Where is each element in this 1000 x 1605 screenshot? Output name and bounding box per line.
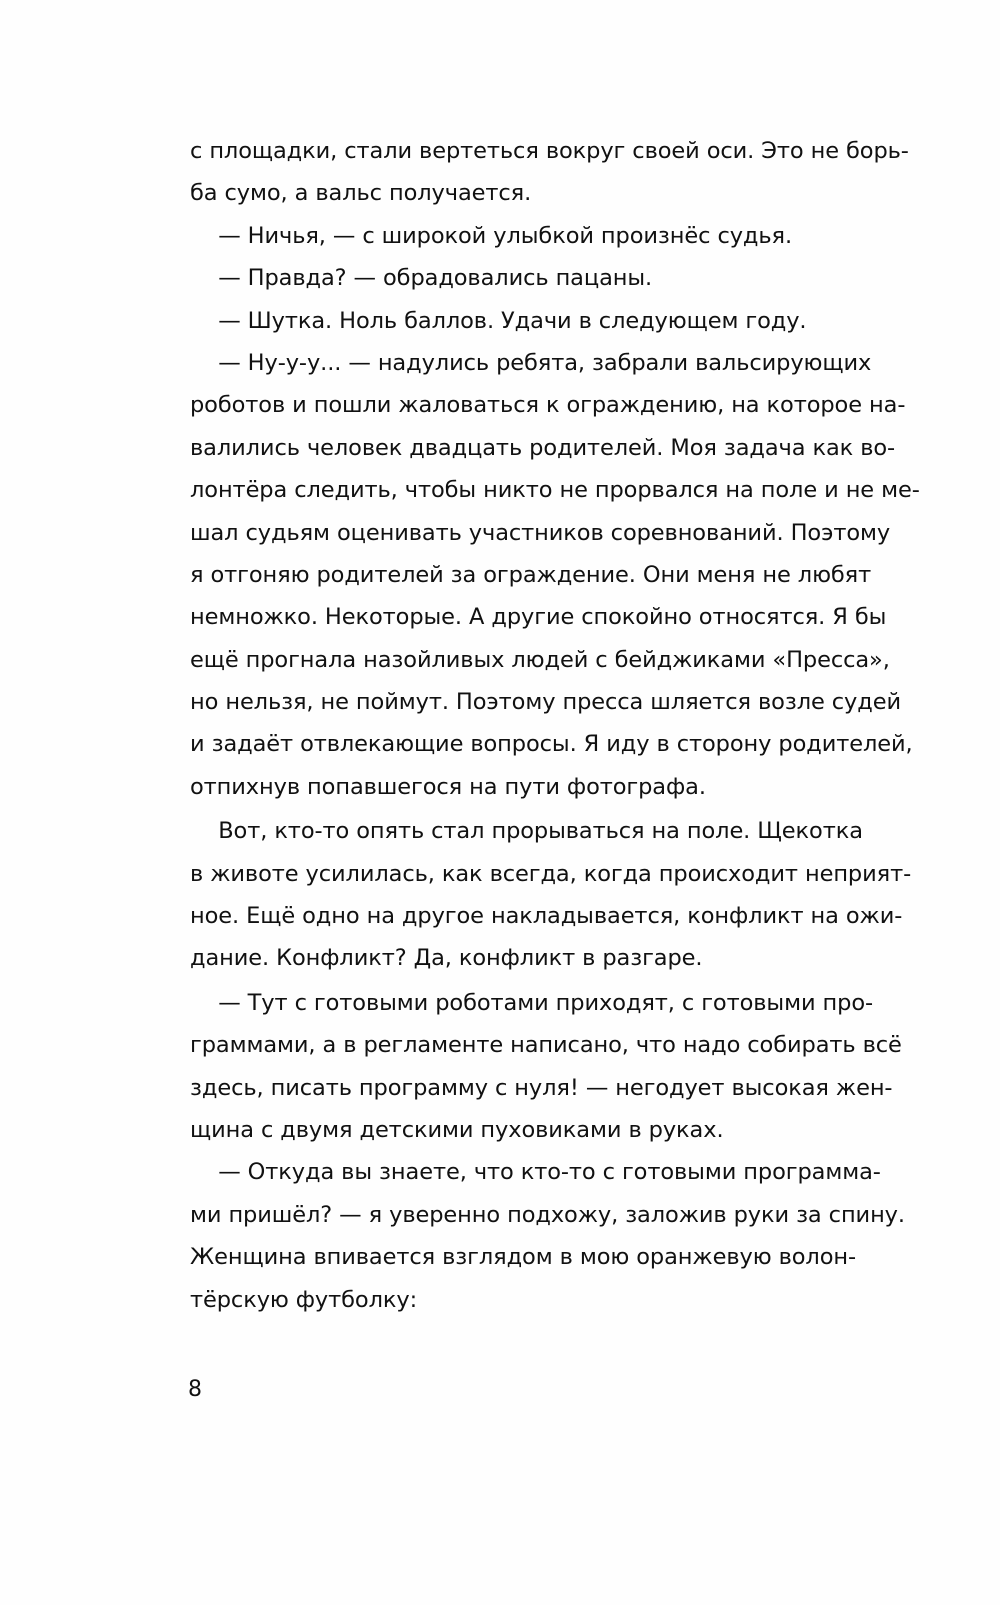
text-line: отпихнув попавшегося на пути фотографа. — [190, 773, 706, 800]
text-line: Вот, кто-то опять стал прорываться на поле. Щекотка — [190, 818, 863, 845]
text-line: — Ну-у-у... — надулись ребята, забрали вальсирующих — [190, 349, 872, 376]
text-line: тёрскую футболку: — [190, 1286, 418, 1313]
text-line: шал судьям оценивать участников соревнований. Поэтому — [190, 519, 891, 546]
text-line: граммами, а в регламенте написано, что надо собирать всё — [190, 1032, 902, 1059]
text-line: валились человек двадцать родителей. Моя задача как во- — [190, 434, 896, 461]
text-line: и задаёт отвлекающие вопросы. Я иду в сторону родителей, — [190, 731, 913, 758]
text-line: в животе усилилась, как всегда, когда происходит неприят- — [190, 860, 912, 887]
text-line: — Шутка. Ноль баллов. Удачи в следующем году. — [190, 307, 807, 334]
body-text — [190, 130, 970, 1321]
text-line: ещё прогнала назойливых людей с бейджиками «Пресса», — [190, 646, 890, 673]
text-line: — Ничья, — с широкой улыбкой произнёс судья. — [190, 222, 793, 249]
text-line: дание. Конфликт? Да, конфликт в разгаре. — [190, 945, 703, 972]
text-line: здесь, писать программу с нуля! — негодует высокая жен- — [190, 1074, 893, 1101]
text-line: щина с двумя детскими пуховиками в руках. — [190, 1116, 724, 1143]
text-line: ми пришёл? — я уверенно подхожу, заложив руки за спину. — [190, 1201, 905, 1228]
text-line: — Откуда вы знаете, что кто-то с готовыми программа- — [190, 1159, 881, 1186]
text-line: ба сумо, а вальс получается. — [190, 180, 532, 207]
text-line: — Правда? — обрадовались пацаны. — [190, 265, 653, 292]
text-line: — Тут с готовыми роботами приходят, с готовыми про- — [190, 989, 874, 1016]
text-line: но нельзя, не поймут. Поэтому пресса шляется возле судей — [190, 689, 901, 716]
text-line: с площадки, стали вертеться вокруг своей оси. Это не борь- — [190, 138, 909, 164]
text-line: лонтёра следить, чтобы никто не прорвался на поле и не ме- — [190, 477, 920, 504]
page-number: 8 — [188, 1377, 202, 1402]
text-line: роботов и пошли жаловаться к ограждению, на которое на- — [190, 392, 906, 419]
text-line: Женщина впивается взглядом в мою оранжевую волон- — [190, 1244, 856, 1271]
text-line: я отгоняю родителей за ограждение. Они меня не любят — [190, 561, 872, 588]
text-line: ное. Ещё одно на другое накладывается, конфликт на ожи- — [190, 903, 903, 930]
text-line: немножко. Некоторые. А другие спокойно относятся. Я бы — [190, 604, 887, 631]
